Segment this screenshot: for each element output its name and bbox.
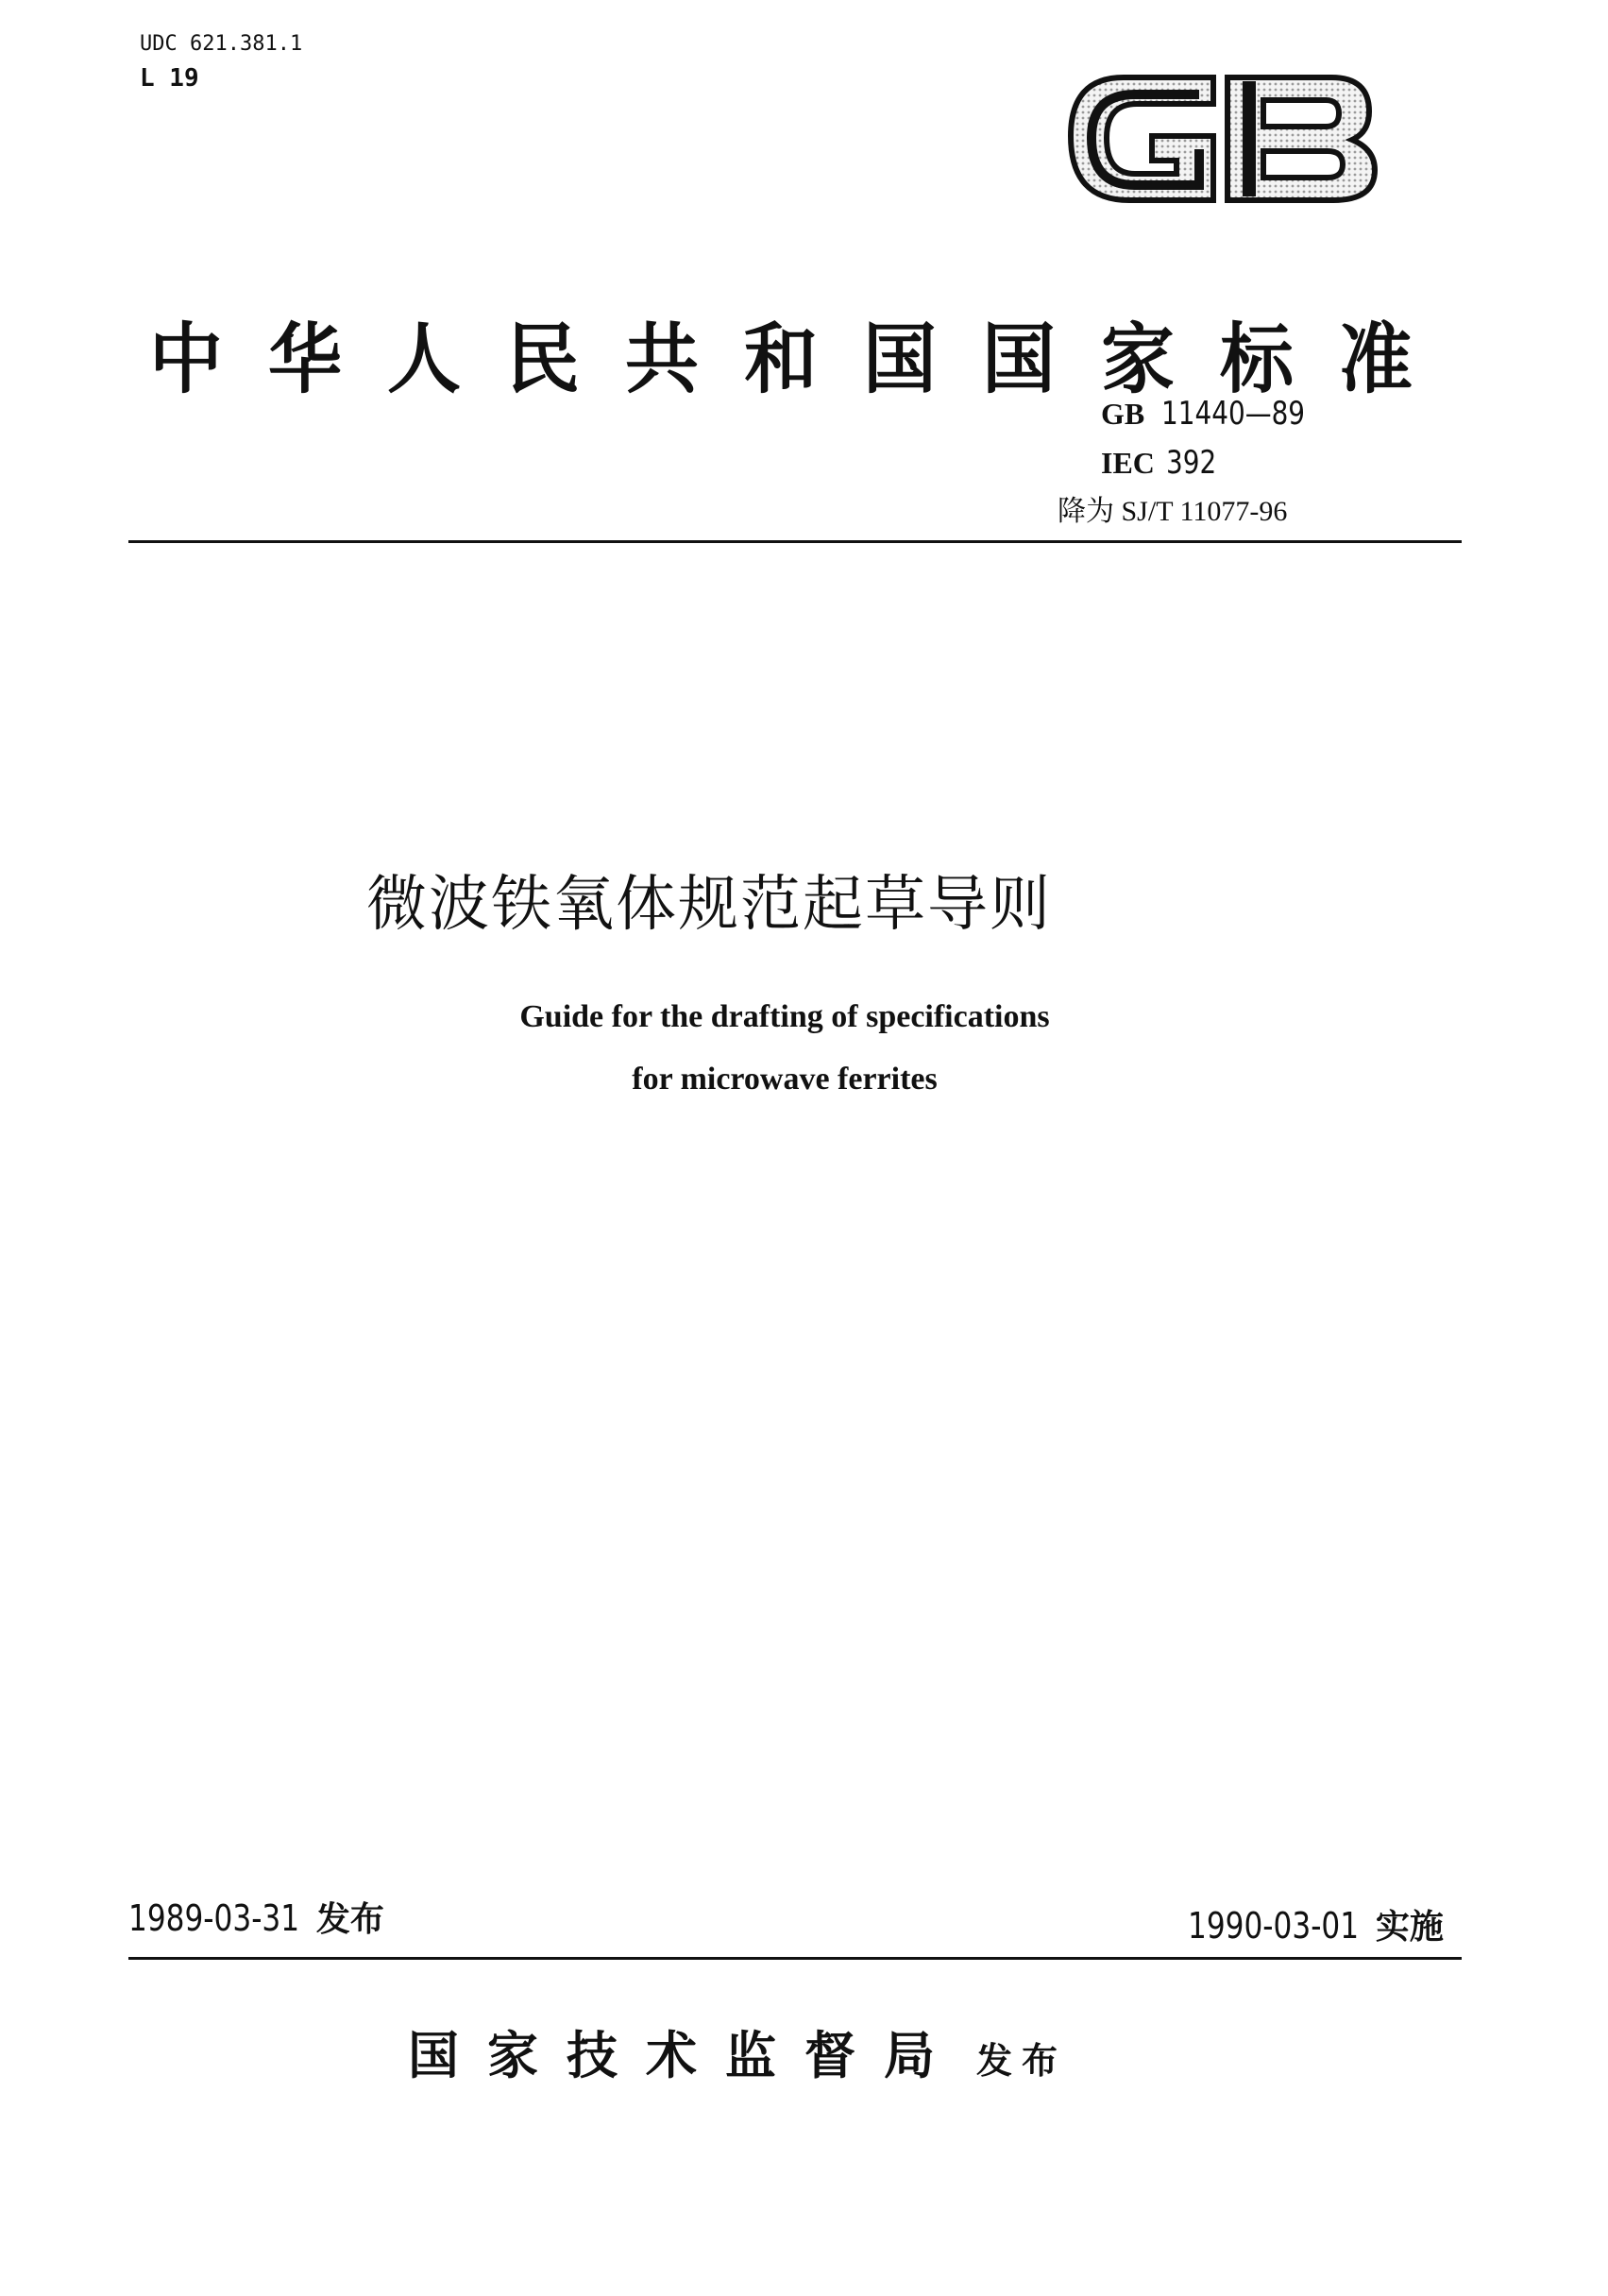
replaced-by-note: 降为 SJ/T 11077-96 xyxy=(1058,496,1288,527)
gb-number: 11440—89 xyxy=(1161,395,1306,433)
udc-code: UDC 621.381.1 xyxy=(140,32,303,56)
iec-number: 392 xyxy=(1165,444,1217,482)
issuing-authority: 国家技术监督局 xyxy=(408,2026,963,2085)
gb-logo-mark xyxy=(1058,59,1388,219)
bottom-divider xyxy=(128,1957,1462,1960)
gb-prefix: GB xyxy=(1101,397,1145,431)
issuing-authority-line xyxy=(408,2015,1067,2088)
issued-label: 发布 xyxy=(315,1900,384,1939)
document-title-en-line1: Guide for the drafting of specifications xyxy=(519,999,1050,1034)
top-divider xyxy=(128,540,1462,543)
issuing-label: 发布 xyxy=(976,2040,1068,2082)
iec-prefix: IEC xyxy=(1101,446,1155,480)
document-title-cn: 微波铁氧体规范起草导则 xyxy=(366,870,1052,940)
classification-code: L 19 xyxy=(140,64,199,93)
issued-date-line xyxy=(128,1893,384,1941)
effective-label: 实施 xyxy=(1375,1908,1444,1947)
iec-number-line xyxy=(1101,444,1227,482)
issued-date: 1989-03-31 xyxy=(128,1897,300,1939)
document-title-en-line2: for microwave ferrites xyxy=(632,1062,938,1097)
effective-date: 1990-03-01 xyxy=(1188,1905,1360,1947)
gb-number-line xyxy=(1101,395,1337,433)
standard-title: 中华人民共和国国家标准 xyxy=(149,315,1459,405)
gb-logo xyxy=(1058,59,1388,219)
effective-date-line xyxy=(1188,1900,1444,1948)
